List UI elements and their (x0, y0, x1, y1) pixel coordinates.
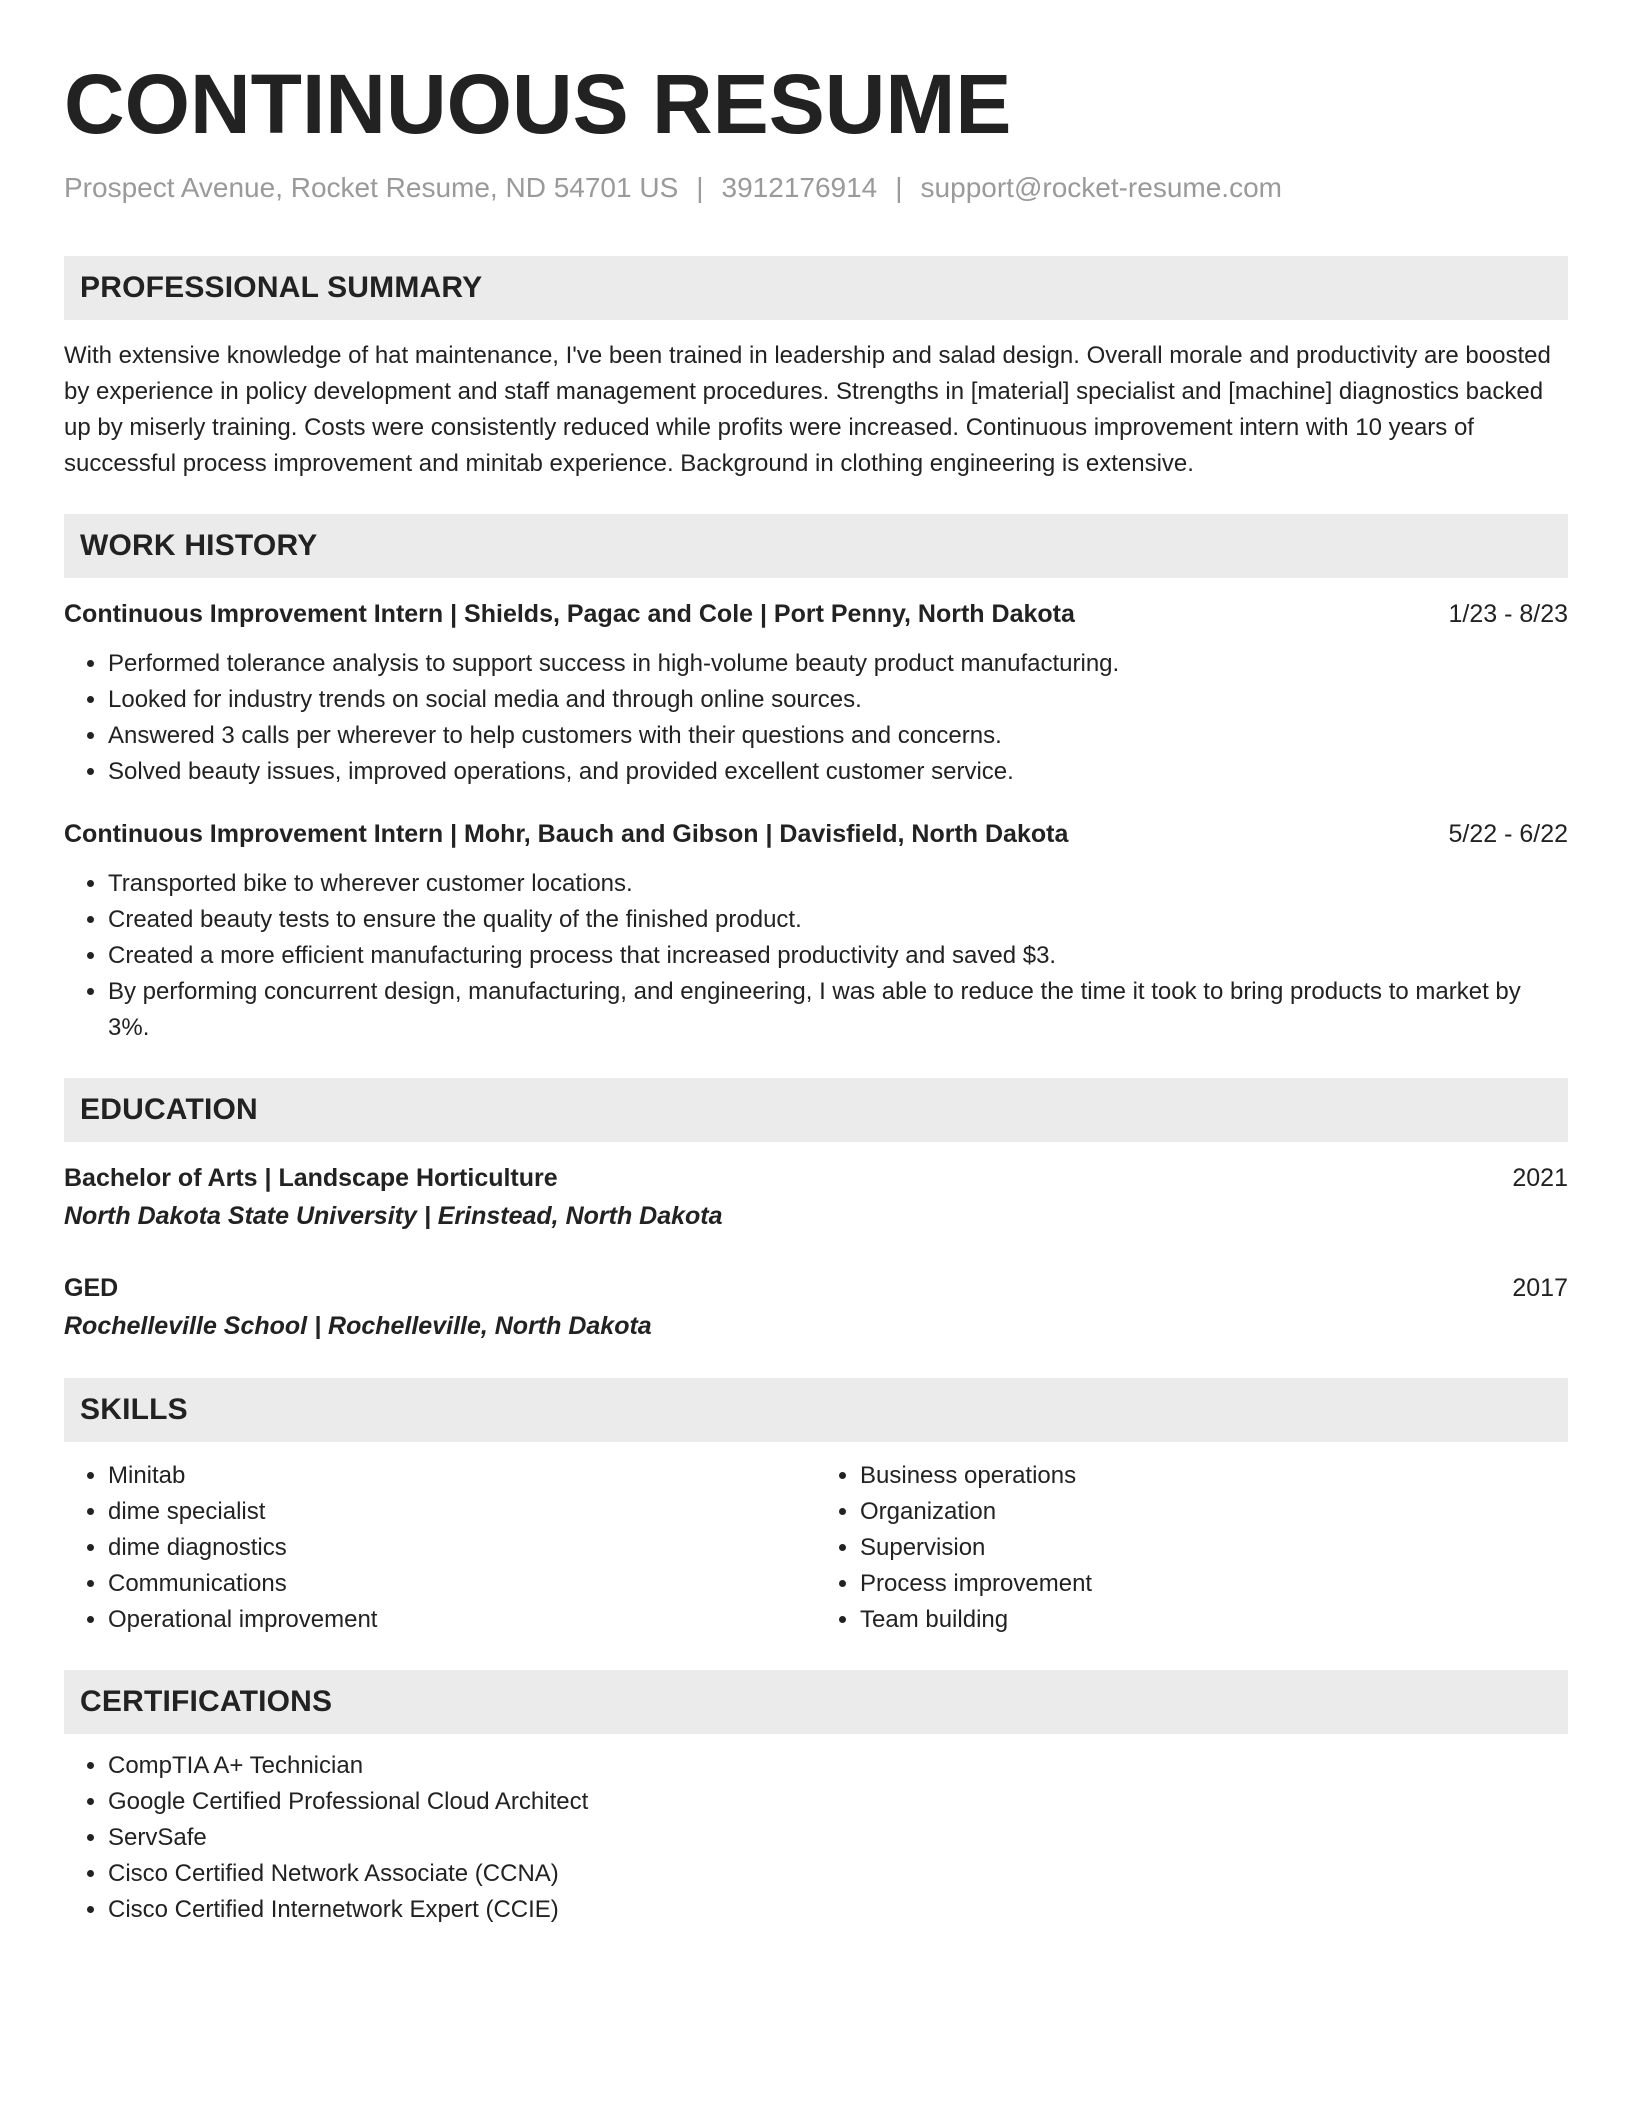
skill-item: • dime specialist (108, 1494, 816, 1530)
summary-heading: PROFESSIONAL SUMMARY (80, 271, 483, 304)
job-bullet: • By performing concurrent design, manufacturing, and engineering, I was able to reduce the time it took to bring products to market by 3%. (108, 974, 1568, 1046)
skill-item: • Communications (108, 1566, 816, 1602)
work-history-heading: WORK HISTORY (80, 529, 318, 562)
skills-column-right (816, 1458, 1568, 1638)
education-year: 2017 (1512, 1274, 1568, 1302)
skill-item: • Minitab (108, 1458, 816, 1494)
job-bullet: • Created a more efficient manufacturing process that increased productivity and saved $3. (108, 938, 1568, 974)
education-degree: Bachelor of Arts | Landscape Horticulture (64, 1164, 558, 1192)
summary-text: With extensive knowledge of hat maintenance, I've been trained in leadership and salad design. Overall morale and productivity are boosted by experience in policy development and staff management procedures. Strengths in [material] specialist and [machine] diagnostics backed up by miserly training. Costs were consistently reduced while profits were increased. Continuous improvement intern with 10 years of successful process improvement and minitab experience. Background in clothing engineering is extensive. (64, 342, 1551, 477)
contact-separator: | (895, 172, 903, 203)
education-heading: EDUCATION (80, 1093, 258, 1126)
job-title: Continuous Improvement Intern | Shields, Pagac and Cole | Port Penny, North Dakota (64, 600, 1075, 628)
job-title: Continuous Improvement Intern | Mohr, Bauch and Gibson | Davisfield, North Dakota (64, 820, 1069, 848)
certifications-list (64, 1748, 1568, 1928)
certification-item: • Google Certified Professional Cloud Architect (108, 1784, 1568, 1820)
certifications-section-header (64, 1670, 1568, 1734)
job-dates: 5/22 - 6/22 (1448, 820, 1568, 848)
skill-item: • Business operations (860, 1458, 1568, 1494)
job-entry (64, 816, 1568, 1046)
education-year: 2021 (1512, 1164, 1568, 1192)
job-bullet: • Looked for industry trends on social media and through online sources. (108, 682, 1568, 718)
skills-grid (64, 1458, 1568, 1638)
job-entry (64, 596, 1568, 790)
work-history-section-header (64, 514, 1568, 578)
job-header (64, 596, 1568, 632)
education-entry (64, 1160, 1568, 1236)
contact-email: support@rocket-resume.com (920, 172, 1282, 203)
contact-line (64, 172, 1568, 204)
education-entry (64, 1270, 1568, 1346)
education-header (64, 1160, 1568, 1196)
education-section-header (64, 1078, 1568, 1142)
contact-address: Prospect Avenue, Rocket Resume, ND 54701 US (64, 172, 679, 203)
job-bullet: • Answered 3 calls per wherever to help customers with their questions and concerns. (108, 718, 1568, 754)
skill-item: • Process improvement (860, 1566, 1568, 1602)
certifications-heading: CERTIFICATIONS (80, 1685, 333, 1718)
certification-item: • CompTIA A+ Technician (108, 1748, 1568, 1784)
certification-item: • Cisco Certified Internetwork Expert (CCIE) (108, 1892, 1568, 1928)
skill-item: • Organization (860, 1494, 1568, 1530)
skills-section-header (64, 1378, 1568, 1442)
certification-item: • Cisco Certified Network Associate (CCNA) (108, 1856, 1568, 1892)
job-bullets (64, 646, 1568, 790)
education-degree: GED (64, 1274, 119, 1302)
education-header (64, 1270, 1568, 1306)
job-bullet: • Transported bike to wherever customer locations. (108, 866, 1568, 902)
contact-separator: | (696, 172, 704, 203)
skill-item: • Team building (860, 1602, 1568, 1638)
resume-name: CONTINUOUS RESUME (64, 57, 1012, 151)
skills-column-left (64, 1458, 816, 1638)
contact-phone: 3912176914 (721, 172, 878, 203)
skill-item: • Operational improvement (108, 1602, 816, 1638)
job-bullet: • Created beauty tests to ensure the quality of the finished product. (108, 902, 1568, 938)
job-dates: 1/23 - 8/23 (1448, 600, 1568, 628)
certification-item: • ServSafe (108, 1820, 1568, 1856)
job-bullet: • Solved beauty issues, improved operations, and provided excellent customer service. (108, 754, 1568, 790)
job-bullets (64, 866, 1568, 1046)
skill-item: • dime diagnostics (108, 1530, 816, 1566)
skill-item: • Supervision (860, 1530, 1568, 1566)
education-school: North Dakota State University | Erinstead, North Dakota (64, 1202, 723, 1230)
skills-heading: SKILLS (80, 1393, 188, 1426)
job-bullet: • Performed tolerance analysis to support success in high-volume beauty product manufacturing. (108, 646, 1568, 682)
summary-section-header (64, 256, 1568, 320)
job-header (64, 816, 1568, 852)
education-school: Rochelleville School | Rochelleville, North Dakota (64, 1312, 652, 1340)
